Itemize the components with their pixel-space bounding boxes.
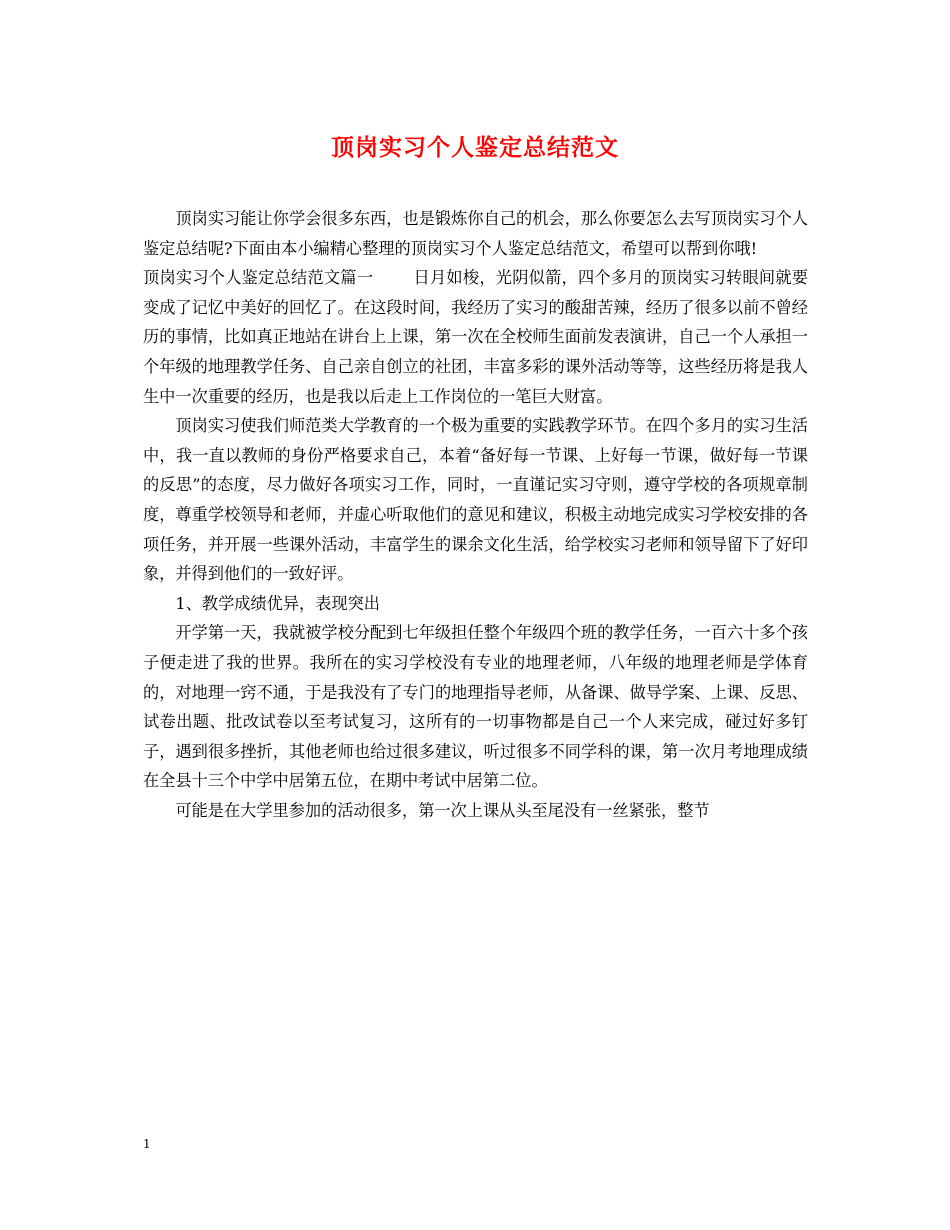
paragraph-4: 可能是在大学里参加的活动很多，第一次上课从头至尾没有一丝紧张，整节 [175,800,710,820]
paragraph-3: 开学第一天，我就被学校分配到七年级担任整个年级四个班的教学任务，一百六十多个孩子便走进了我的世界。我所在的实习学校没有专业的地理老师，八年级的地理老师是学体育的，对地理一窍不通，于是我没有了专门的地理指导老师，从备课、做导学案、上课、反思、试卷出题、批改试卷以至考试复习，这所有的一切事物都是自己一个人来完成，碰过好多钉子，遇到很多挫折，其他老师也给过很多建议，听过很多不同学科的课，第一次月考地理成绩在全县十三个中学中居第五位，在期中考试中居第二位。 [143,623,808,791]
section-opening-text: 日月如梭，光阴似箭，四个多月的顶岗实习转眼间就要变成了记忆中美好的回忆了。在这段时间，我经历了实习的酸甜苦辣，经历了很多以前不曾经历的事情，比如真正地站在讲台上上课，第一次在全校师生面前发表演讲，自己一个人承担一个年级的地理教学任务、自己亲自创立的社团，丰富多彩的课外活动等等，这些经历将是我人生中一次重要的经历，也是我以后走上工作岗位的一笔巨大财富。 [143,268,809,406]
intro-paragraph: 顶岗实习能让你学会很多东西，也是锻炼你自己的机会，那么你要怎么去写顶岗实习个人鉴定总结呢?下面由本小编精心整理的顶岗实习个人鉴定总结范文，希望可以帮到你哦! [143,209,808,258]
document-title: 顶岗实习个人鉴定总结范文 [331,134,619,161]
page-number: 1 [143,1137,151,1151]
document-body [143,204,808,825]
paragraph-2: 顶岗实习使我们师范类大学教育的一个极为重要的实践教学环节。在四个多月的实习生活中，我一直以教师的身份严格要求自己，本着“备好每一节课、上好每一节课，做好每一节课的反思”的态度，尽力做好各项实习工作，同时，一直谨记实习守则，遵守学校的各项规章制度，尊重学校领导和老师，并虚心听取他们的意见和建议，积极主动地完成实习学校安排的各项任务，并开展一些课外活动，丰富学生的课余文化生活，给学校实习老师和领导留下了好印象，并得到他们的一致好评。 [143,416,808,584]
section-paragraph [143,263,808,411]
item-1-heading: 1、教学成绩优异，表现突出 [175,593,380,613]
section-heading: 顶岗实习个人鉴定总结范文篇一 [143,268,374,288]
